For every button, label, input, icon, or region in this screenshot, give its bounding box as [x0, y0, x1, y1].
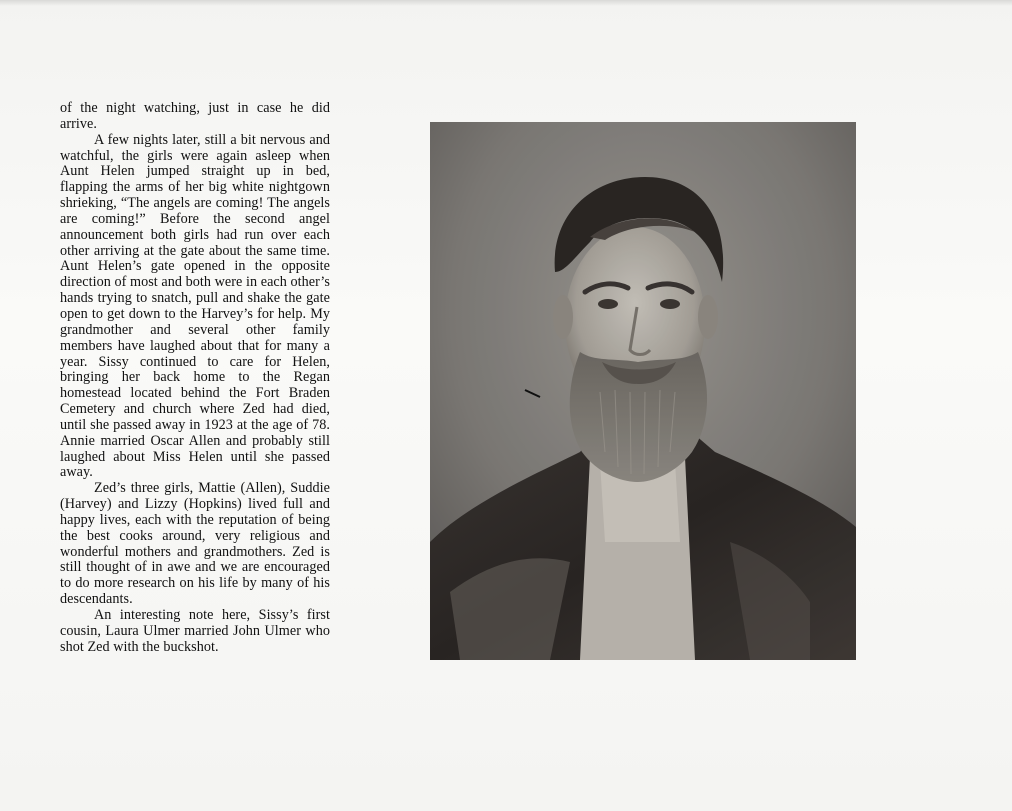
paragraph-3: Zed’s three girls, Mattie (Allen), Suddie (Harvey) and Lizzy (Hopkins) lived full and happy lives, each with the reputation of being the best cooks around, very religious and wonderful mothers and grandmothers. Zed is still thought of in awe and we are encouraged to do more research on his life by many of his descendants. [60, 480, 330, 608]
portrait-image [430, 122, 856, 660]
page-top-edge [0, 0, 1012, 6]
text-column [60, 101, 330, 656]
paragraph-4: An interesting note here, Sissy’s first cousin, Laura Ulmer married John Ulmer who shot Zed with the buckshot. [60, 607, 330, 655]
paragraph-1: of the night watching, just in case he did arrive. [60, 100, 330, 132]
portrait-photo [430, 122, 856, 660]
paragraph-2: A few nights later, still a bit nervous and watchful, the girls were again asleep when Aunt Helen jumped straight up in bed, flapping the arms of her big white nightgown shrieking, “The angels are coming! The angels are coming!” Before the second angel announcement both girls had run over each other arriving at the gate about the same time. Aunt Helen’s gate opened in the opposite direction of most and both were in each other’s hands trying to snatch, pull and shake the gate open to get down to the Harvey’s for help. My grandmother and several other family members have laughed about that for many a year. Sissy continued to care for Helen, bringing her back home to the Regan homestead located behind the Fort Braden Cemetery and church where Zed had died, until she passed away in 1923 at the age of 78. Annie married Oscar Allen and probably still laughed about Miss Helen until she passed away. [60, 131, 330, 481]
